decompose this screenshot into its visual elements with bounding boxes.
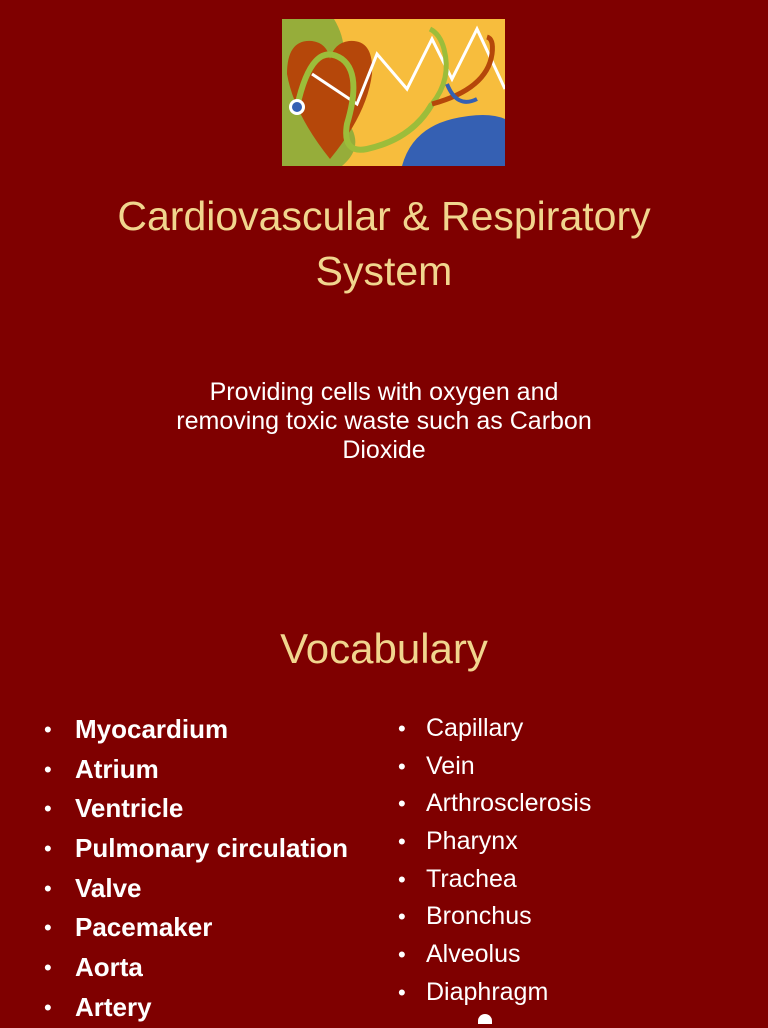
- slide-title-line-2: System: [315, 248, 453, 294]
- vocab-term: Pulmonary circulation: [75, 833, 349, 864]
- list-item: [398, 712, 591, 750]
- bullet: •: [44, 915, 52, 941]
- list-item: [398, 863, 591, 901]
- vocab-term: Ventricle: [75, 793, 184, 824]
- vocabulary-heading: Vocabulary: [280, 625, 488, 672]
- list-item: [398, 750, 591, 788]
- bullet: •: [44, 875, 52, 901]
- vocab-term: Pharynx: [426, 827, 518, 856]
- vocab-term: Myocardium: [75, 714, 229, 744]
- bullet: •: [44, 955, 52, 981]
- bullet: •: [44, 796, 52, 822]
- bullet: •: [44, 836, 52, 862]
- vocab-term: Pacemaker: [75, 912, 213, 943]
- list-item: [398, 976, 591, 1014]
- list-item: [44, 750, 348, 790]
- bullet: •: [398, 716, 406, 741]
- subtitle-line-3: Dioxide: [342, 436, 426, 464]
- vocab-term: Arthrosclerosis: [426, 789, 592, 818]
- bullet: •: [398, 829, 406, 855]
- bullet: •: [44, 756, 52, 782]
- truncated-text-fragment: [478, 1014, 492, 1024]
- list-item: [44, 710, 348, 750]
- slide-title-line-1: Cardiovascular & Respiratory: [117, 193, 651, 239]
- bullet: •: [398, 791, 406, 817]
- bullet: •: [398, 753, 406, 779]
- bullet: •: [398, 979, 406, 1005]
- vocab-term: Bronchus: [426, 902, 532, 931]
- vocab-term: Trachea: [426, 864, 517, 893]
- list-item: [398, 787, 591, 825]
- bullet: •: [398, 866, 406, 892]
- bullet: •: [398, 942, 406, 968]
- vocab-term: Aorta: [75, 952, 143, 983]
- heart-stethoscope-icon: [282, 19, 505, 166]
- vocab-term: Valve: [75, 872, 142, 903]
- vocab-term: Diaphragm: [426, 977, 549, 1006]
- list-item: [398, 900, 591, 938]
- vocab-term: Capillary: [426, 714, 524, 742]
- list-item: [44, 948, 348, 988]
- list-item: [44, 908, 348, 948]
- vocab-list-right: [398, 712, 591, 1014]
- bullet: •: [44, 994, 52, 1020]
- vocab-list-left: [44, 710, 348, 1028]
- vocab-term: Alveolus: [426, 940, 521, 969]
- list-item: [44, 789, 348, 829]
- bullet: •: [398, 904, 406, 930]
- vocab-term: Vein: [426, 751, 475, 780]
- vocab-term: Atrium: [75, 753, 159, 784]
- subtitle-line-2: removing toxic waste such as Carbon: [176, 407, 592, 435]
- vocab-term: Artery: [75, 991, 152, 1022]
- bullet: •: [44, 717, 52, 742]
- list-item: [44, 988, 348, 1028]
- list-item: [398, 938, 591, 976]
- list-item: [44, 829, 348, 869]
- subtitle-line-1: Providing cells with oxygen and: [209, 378, 559, 406]
- list-item: [44, 869, 348, 909]
- list-item: [398, 825, 591, 863]
